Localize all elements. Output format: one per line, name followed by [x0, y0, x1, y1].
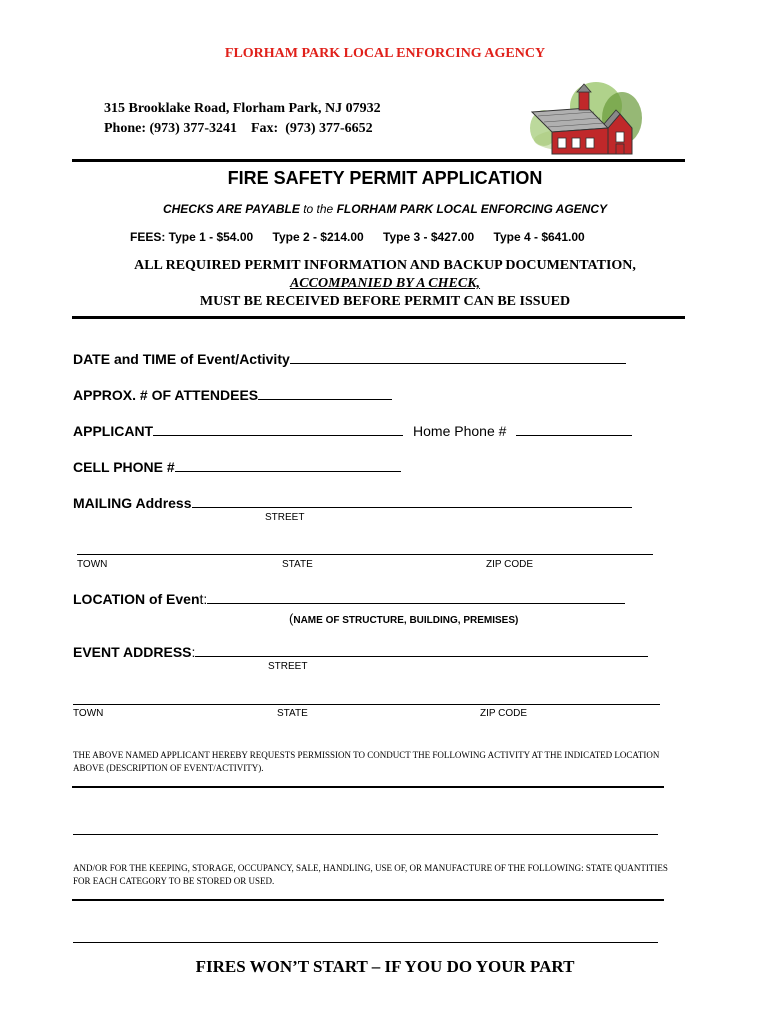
mailing-zip-caption: ZIP CODE — [486, 559, 534, 570]
notice-divider — [72, 316, 685, 319]
activity-line-1[interactable] — [72, 786, 664, 788]
payable-note — [0, 202, 770, 216]
payable-part1: CHECKS ARE PAYABLE — [162, 202, 304, 216]
mailing-address-field[interactable] — [73, 494, 632, 511]
fee-type-1: FEES: Type 1 - $54.00 — [130, 230, 254, 244]
event-state-caption: STATE — [277, 708, 308, 719]
attendees-label: APPROX. # OF ATTENDEES — [73, 387, 259, 403]
storage-line-1[interactable] — [72, 899, 664, 901]
activity-request-text: THE ABOVE NAMED APPLICANT HEREBY REQUESTS PERMISSION TO CONDUCT THE FOLLOWING ACTIVITY AT THE INDICATED LOCATION ABOVE (DESCRIPTION OF EVENT/ACTIVITY). — [73, 750, 660, 773]
cell-phone-label: CELL PHONE # — [73, 459, 175, 475]
schoolhouse-logo-icon — [524, 78, 644, 160]
applicant-label: APPLICANT — [73, 423, 154, 439]
event-address-field[interactable] — [73, 643, 648, 660]
storage-request-text: AND/OR FOR THE KEEPING, STORAGE, OCCUPANCY, SALE, HANDLING, USE OF, OR MANUFACTURE OF THE FOLLOWING: STATE QUANTITIES FOR EACH CATEGORY TO BE STORED OR USED. — [73, 863, 668, 886]
payable-part2: to the — [303, 202, 337, 216]
event-street-caption: STREET — [268, 661, 308, 672]
agency-name: FLORHAM PARK LOCAL ENFORCING AGENCY — [224, 46, 546, 61]
date-time-label: DATE and TIME of Event/Activity — [73, 351, 290, 367]
applicant-line[interactable] — [153, 422, 403, 436]
location-note — [289, 611, 518, 626]
mailing-address-label: MAILING Address — [73, 495, 192, 511]
mailing-street-line[interactable] — [192, 494, 632, 508]
notice-line-3: MUST BE RECEIVED BEFORE PERMIT CAN BE ISSUED — [199, 294, 571, 309]
mailing-state-caption: STATE — [282, 559, 313, 570]
mailing-street-caption: STREET — [265, 512, 305, 523]
event-address-colon: : — [191, 644, 196, 660]
event-address-label: EVENT ADDRESS — [73, 644, 192, 660]
location-line[interactable] — [207, 590, 625, 604]
date-time-line[interactable] — [290, 350, 626, 364]
storage-line-2[interactable] — [73, 942, 658, 943]
home-phone-line[interactable] — [516, 422, 632, 436]
location-label-suffix: t: — [199, 591, 208, 607]
mailing-town-caption: TOWN — [77, 559, 108, 570]
home-phone-label: Home Phone # — [413, 423, 507, 439]
footer-slogan: FIRES WON’T START – IF YOU DO YOUR PART — [195, 957, 575, 976]
activity-line-2[interactable] — [73, 834, 658, 835]
location-label: LOCATION of Even — [73, 591, 200, 607]
date-time-field[interactable] — [73, 350, 626, 367]
form-title: FIRE SAFETY PERMIT APPLICATION — [227, 168, 543, 188]
cell-phone-field[interactable] — [73, 458, 401, 475]
fee-type-4: Type 4 - $641.00 — [493, 230, 585, 244]
fee-type-2: Type 2 - $214.00 — [272, 230, 364, 244]
applicant-field[interactable] — [73, 422, 632, 439]
attendees-field[interactable] — [73, 386, 392, 403]
event-town-line[interactable] — [73, 704, 660, 705]
fee-schedule — [130, 230, 601, 244]
event-street-line[interactable] — [195, 643, 648, 657]
agency-phone-fax: Phone: (973) 377-3241 Fax: (973) 377-6652 — [104, 121, 373, 136]
attendees-line[interactable] — [258, 386, 392, 400]
location-note-text: NAME OF STRUCTURE, BUILDING, PREMISES) — [293, 615, 519, 626]
agency-address: 315 Brooklake Road, Florham Park, NJ 07932 — [104, 101, 381, 116]
mailing-town-line[interactable] — [77, 554, 653, 555]
location-field[interactable] — [73, 590, 625, 607]
event-zip-caption: ZIP CODE — [480, 708, 528, 719]
event-town-caption: TOWN — [73, 708, 104, 719]
header-divider — [72, 159, 685, 162]
location-note-paren: ( — [289, 611, 294, 626]
notice-line-2: ACCOMPANIED BY A CHECK, — [289, 276, 481, 291]
payable-part3: FLORHAM PARK LOCAL ENFORCING AGENCY — [336, 202, 608, 216]
fee-type-3: Type 3 - $427.00 — [383, 230, 475, 244]
notice-line-1: ALL REQUIRED PERMIT INFORMATION AND BACKUP DOCUMENTATION, — [134, 258, 636, 273]
cell-phone-line[interactable] — [175, 458, 401, 472]
